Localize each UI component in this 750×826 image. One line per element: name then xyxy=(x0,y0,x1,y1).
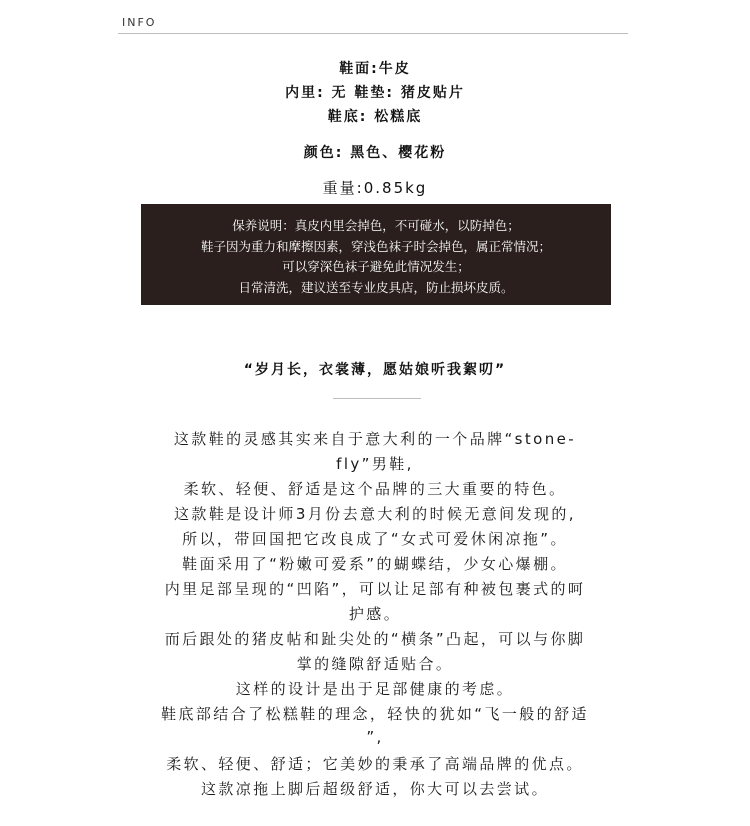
description-line: 鞋底部结合了松糕鞋的理念，轻快的犹如“飞一般的舒适 xyxy=(161,705,589,723)
spec-sole: 鞋底: 松糕底 xyxy=(327,109,423,125)
spec-lining: 内里: 无 鞋垫: 猪皮贴片 xyxy=(285,85,465,101)
section-label-info: INFO xyxy=(122,16,157,29)
spec-upper: 鞋面:牛皮 xyxy=(339,61,411,77)
description-line: 掌的缝隙舒适贴合。 xyxy=(296,655,454,673)
spec-weight: 重量:0.85kg xyxy=(322,179,428,197)
description-line: 这款鞋是设计师3月份去意大利的时候无意间发现的, xyxy=(174,505,576,523)
quote-divider xyxy=(333,398,421,399)
header-divider xyxy=(118,33,628,34)
care-line: 可以穿深色袜子避免此情况发生； xyxy=(282,259,470,274)
description-line: fly”男鞋, xyxy=(336,455,414,473)
description-line: 柔软、轻便、舒适是这个品牌的三大重要的特色。 xyxy=(183,480,567,498)
description-line: ”, xyxy=(366,728,384,746)
description-line: 鞋面采用了“粉嫩可爱系”的蝴蝶结，少女心爆棚。 xyxy=(182,555,568,573)
care-instructions-box xyxy=(141,204,611,305)
description-line: 而后跟处的猪皮帖和趾尖处的“横条”凸起，可以与你脚 xyxy=(164,630,586,648)
description-line: 所以，带回国把它改良成了“女式可爱休闲凉拖”。 xyxy=(182,530,568,548)
description-line: 这款凉拖上脚后超级舒适，你大可以去尝试。 xyxy=(200,780,549,798)
description-line: 护感。 xyxy=(348,605,402,623)
description-line: 柔软、轻便、舒适；它美妙的秉承了高端品牌的优点。 xyxy=(166,755,584,773)
care-line: 鞋子因为重力和摩擦因素，穿浅色袜子时会掉色，属正常情况； xyxy=(200,238,551,254)
description-line: 这款鞋的灵感其实来自于意大利的一个品牌“stone- xyxy=(173,430,577,448)
spec-color: 颜色: 黑色、樱花粉 xyxy=(303,145,447,161)
quote-heading: “岁月长，衣裳薄，愿姑娘听我絮叨” xyxy=(243,362,507,378)
description-line: 内里足部呈现的“凹陷”，可以让足部有种被包裹式的呵 xyxy=(164,580,586,598)
care-line: 保养说明：真皮内里会掉色，不可碰水，以防掉色； xyxy=(232,218,520,233)
care-line: 日常清洗，建议送至专业皮具店，防止损坏皮质。 xyxy=(238,279,514,295)
description-line: 这样的设计是出于足部健康的考虑。 xyxy=(235,680,515,698)
